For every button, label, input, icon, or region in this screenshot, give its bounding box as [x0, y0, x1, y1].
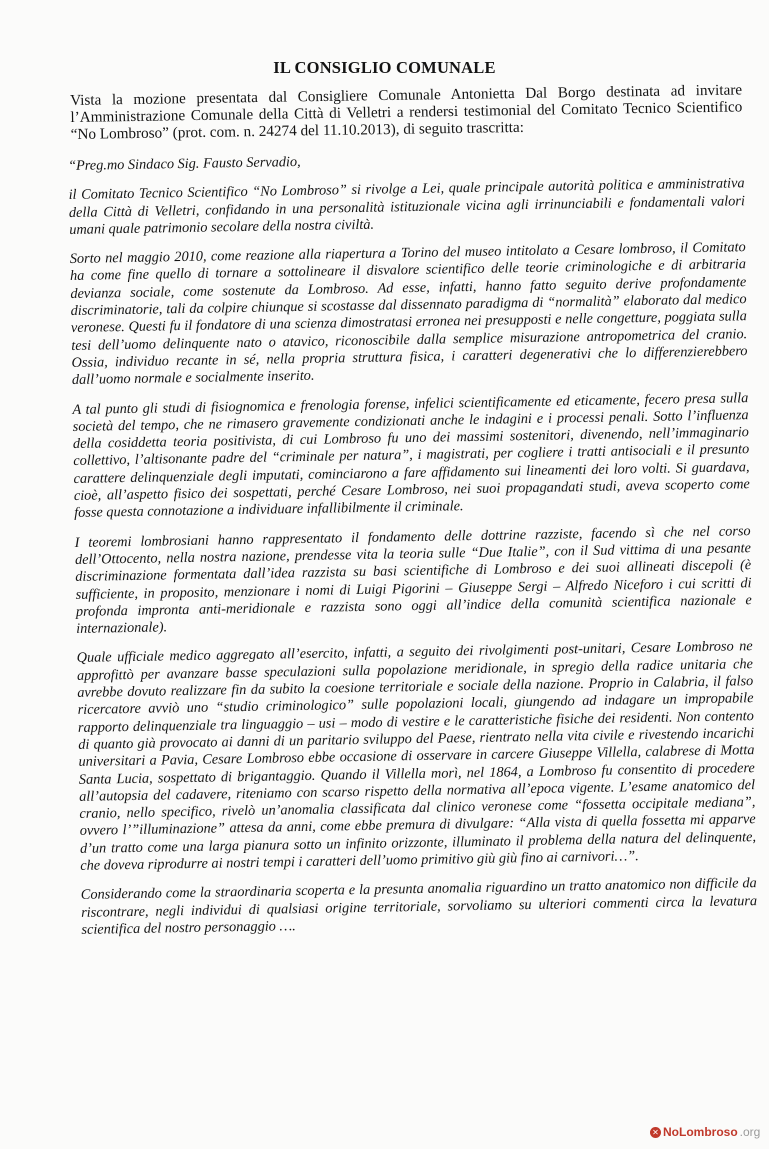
no-lombroso-logo-icon: ✕	[650, 1127, 661, 1138]
document-title: IL CONSIGLIO COMUNALE	[273, 58, 496, 77]
letter-paragraph: Sorto nel maggio 2010, come reazione alla riapertura a Torino del museo intitolato a Cesare lombroso, il Comitato ha come fine quello di tornare a sottolineare il disvalore scientifico delle teorie criminologiche e di arbitraria devianza sociale, come sostenute da Lombroso. Ad esse, infatti, hanno fatto seguito derive profondamente discriminatorie, tali da colpire chiunque si scostasse dal dissennato paradigma di “normalità” elaborato dal medico veronese. Questi fu il fondatore di una scienza dimostratasi erronea nei presupposti e nelle congetture, poggiata sulla tesi dell’uomo delinquente nato o atavico, riconoscibile dalla semplice misurazione antropometrica del cranio. Ossia, individuo recante in sé, nella propria struttura fisica, i caratteri degenerativi che lo differenzierebbero dall’uomo normale e socialmente inserito.	[69, 239, 748, 389]
nolombroso-watermark	[650, 1125, 760, 1139]
letter-paragraph: I teoremi lombrosiani hanno rappresentato il fondamento delle dottrine razziste, facendo sì che nel corso dell’Ottocento, nella nostra nazione, prendesse vita la teoria sulle “Due Italie”, con il Sud vittima di una pesante discriminazione formentata dall’idea razzista su basi scientifiche di Lombroso e dei suoi allineati discepoli (è sufficiente, in proposito, menzionare i nomi di Luigi Pigorini – Giuseppe Sergi – Alfredo Niceforo i cui scritti di profonda impronta anti-meridionale e razzista sono oggi all’indice della comunità scientifica nazionale e internazionale).	[74, 522, 752, 638]
letter-paragraph: Quale ufficiale medico aggregato all’esercito, infatti, a seguito dei rivolgimenti post-unitari, Cesare Lombroso ne approfittò per avanzare basse speculazioni sulla popolazione meridionale, in spregio della radice unitaria che avrebbe dovuto realizzare fin da subito la coesione territoriale e sociale della nazione. Proprio in Calabria, il falso ricercatore avviò uno “studio criminologico” sulle popolazioni locali, giungendo ad indagare un impropabile rapporto delinquenziale tra linguaggio – usi – modo di vestire e le caratteristiche fisiche dei residenti. Non contento di quanto già provocato ai danni di un paritario sviluppo del Paese, rientrato nella vita civile e rivestendo incarichi universitari a Pavia, Cesare Lombroso ebbe occasione di osservare in carcere Giuseppe Villella, calabrese di Motta Santa Lucia, sospettato di brigantaggio. Quando il Villella morì, nel 1864, a Lombroso fu consentito di procedere all’autopsia del cadavere, riteniamo con scarso rispetto della normativa all’epoca vigente. L’esame anatomico del cranio, nello specifico, rivelò un’anomalia classificata dal clinico veronese come “fossetta occipitale mediana”, ovvero l’”illuminazione” attesa da anni, come ebbe premura di divulgare: “Alla vista di quella fossetta mi apparve d’un tratto come una larga pianura sotto un infinito orizzonte, illuminato il problema della natura del delinquente, che doveva riprodurre ai nostri tempi i caratteri dell’uomo primitivo giù giù fino ai carnivori…”.	[76, 638, 757, 874]
letter-paragraph: Considerando come la straordinaria scoperta e la presunta anomalia riguardino un tratto anatomico non difficile da riscontrare, negli individui di qualsiasi origine territoriale, sorvoliamo su ulteriori commenti circa la levatura scientifica del nostro personaggio ….	[80, 875, 758, 938]
letter-paragraph: il Comitato Tecnico Scientifico “No Lombroso” si rivolge a Lei, quale principale autorità politica e amministrativa della Città di Velletri, confidando in una personalità istituzionale vicina agli irrinunciabili e fondamentali valori umani quale patrimonio secolare della nostra civiltà.	[68, 175, 745, 238]
intro-paragraph: Vista la mozione presentata dal Consigliere Comunale Antonietta Dal Borgo destinata ad invitare l’Amministrazione Comunale della Città di Velletri a rendersi testimonial del Comitato Tecnico Scientifico “No Lombroso” (prot. com. n. 24274 del 11.10.2013), di seguito trascritta:	[70, 81, 743, 143]
watermark-main-text: NoLombroso	[663, 1125, 738, 1139]
watermark-tld-text: .org	[739, 1125, 761, 1139]
letter-salutation: “Preg.mo Sindaco Sig. Fausto Servadio,	[68, 153, 301, 174]
letter-body	[68, 146, 758, 951]
letter-paragraph: A tal punto gli studi di fisiognomica e frenologia forense, infelici scientificamente ed eticamente, fecero presa sulla società del tempo, che ne rimasero gravemente condizionati anche le indagini e i processi penali. Sotto l’influenza della cosiddetta teoria positivista, di cui Lombroso fu uno dei massimi sostenitori, divenendo, nell’immaginario collettivo, l’altisonante padre del “criminale per natura”, i magistrati, per cogliere i tratti antisociali e il presunto carattere delinquenziale degli imputati, cominciarono a fare affidamento sui lineamenti dei loro volti. Si guardava, cioè, all’aspetto fisico dei sospettati, perché Cesare Lombroso, nei suoi propagandati studi, aveva scoperto come fosse questa connotazione a individuare infallibilmente il criminale.	[72, 389, 750, 522]
